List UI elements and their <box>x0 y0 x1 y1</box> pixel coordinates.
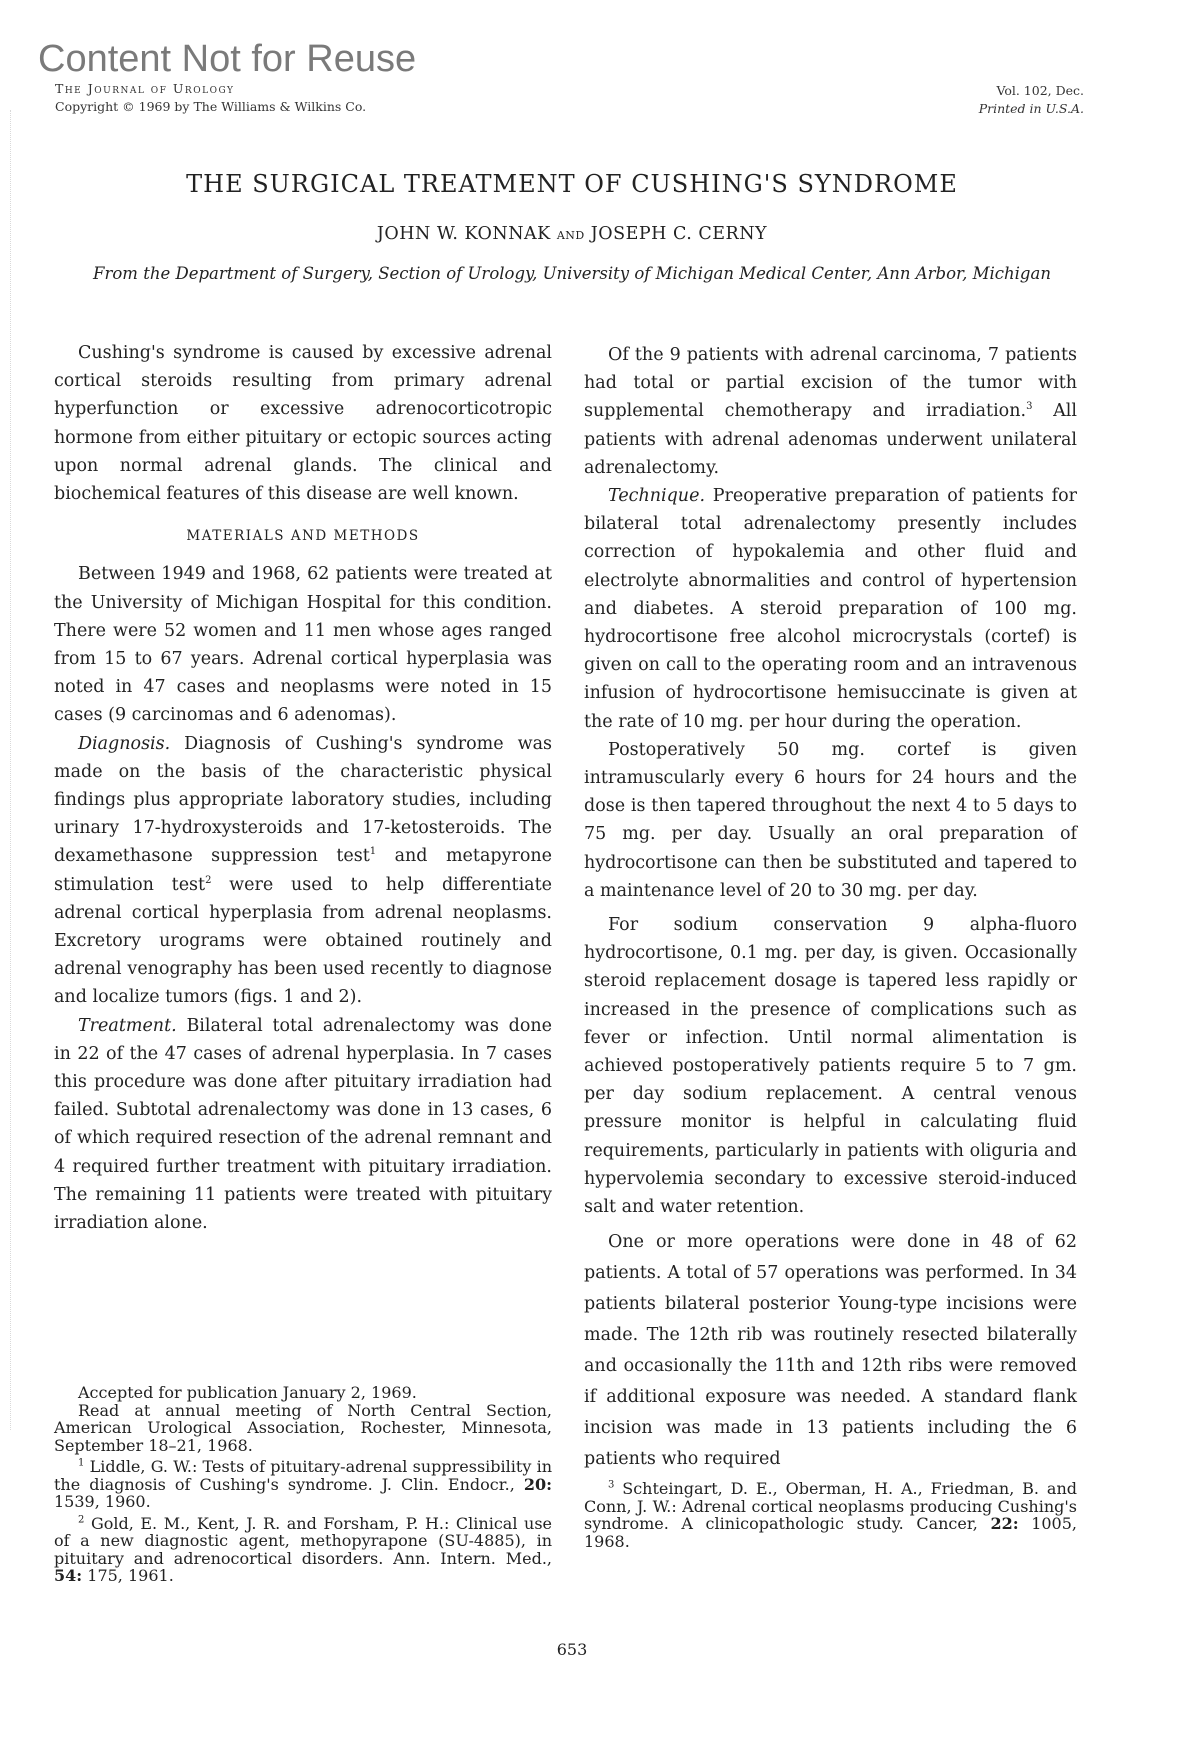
diagnosis-text-b: and metapyrone stimulation test <box>54 846 552 895</box>
technique-label: Technique. <box>608 486 706 507</box>
footnote-2-text-a: Gold, E. M., Kent, J. R. and Forsham, P. H.: Clinical use of a new diagnostic agent, methopyrapone (SU-4885), in pituitary and adrenocortical disorders. Ann. Intern. Med., <box>54 1513 552 1568</box>
diagnosis-label: Diagnosis. <box>78 733 171 754</box>
technique-paragraph <box>584 482 1077 736</box>
margin-scan-artifact <box>10 110 13 1430</box>
section-heading-materials-methods: MATERIALS AND METHODS <box>186 528 420 545</box>
carcinoma-text-b: All patients with adrenal adenomas underwent unilateral adrenalectomy. <box>584 401 1077 478</box>
footnote-3-marker: 3 <box>608 1479 615 1491</box>
carcinoma-text-a: Of the 9 patients with adrenal carcinoma, 7 patients had total or partial excision of the tumor with supplemental chemotherapy and irradiation. <box>584 345 1077 422</box>
footnote-3-volume: 22: <box>990 1514 1019 1533</box>
left-column <box>54 339 552 1237</box>
author-2: JOSEPH C. CERNY <box>590 224 768 244</box>
footnote-1-text-a: Liddle, G. W.: Tests of pituitary-adrenal suppressibility in the diagnosis of Cushing's syndrome. J. Clin. Endocr., <box>54 1457 552 1494</box>
footnote-2 <box>54 1515 552 1585</box>
operations-paragraph: One or more operations were done in 48 of 62 patients. A total of 57 operations was performed. In 34 patients bilateral posterior Young-type incisions were made. The 12th rib was routinely resected bilaterally and occasionally the 11th and 12th ribs were removed if additional exposure was needed. A standard flank incision was made in 13 patients including the 6 patients who required <box>584 1232 1077 1470</box>
treatment-text: Bilateral total adrenalectomy was done in 22 of the 47 cases of adrenal hyperplasia. In 7 cases this procedure was done after pituitary irradiation had failed. Subtotal adrenalectomy was done in 13 cases, 6 of which required resection of the adrenal remnant and 4 required further treatment with pituitary irradiation. The remaining 11 patients were treated with pituitary irradiation alone. <box>54 1015 552 1234</box>
running-header-right <box>979 82 1084 118</box>
right-footnotes <box>584 1480 1077 1550</box>
footnote-ref-3: 3 <box>1026 401 1033 413</box>
footnote-1-text-b: 1539, 1960. <box>54 1492 151 1511</box>
footnote-2-volume: 54: <box>54 1566 83 1585</box>
copyright-line: Copyright © 1969 by The Williams & Wilkins Co. <box>55 99 367 114</box>
diagnosis-text-a: Diagnosis of Cushing's syndrome was made on the basis of the characteristic physical findings plus appropriate laboratory studies, including urinary 17-hydroxysteroids and 17-ketosteroids. The dexamethasone suppression test <box>54 733 552 867</box>
treatment-label: Treatment. <box>78 1015 177 1036</box>
footnote-1 <box>54 1458 552 1511</box>
sodium-paragraph: For sodium conservation 9 alpha-fluoro hydrocortisone, 0.1 mg. per day, is given. Occasionally steroid replacement dosage is tapered less rapidly or increased in the presence of complications such as fever or infection. Until normal alimentation is achieved postoperatively patients require 5 to 7 gm. per day sodium replacement. A central venous pressure monitor is helpful in calculating fluid requirements, particularly in patients with oliguria and hypervolemia secondary to excessive steroid-induced salt and water retention. <box>584 915 1077 1218</box>
footnote-ref-1: 1 <box>369 846 377 858</box>
carcinoma-paragraph <box>584 341 1077 482</box>
footnote-3 <box>584 1480 1077 1550</box>
methods-paragraph: Between 1949 and 1968, 62 patients were treated at the University of Michigan Hospital for this condition. There were 52 women and 11 men whose ages ranged from 15 to 67 years. Adrenal cortical hyperplasia was noted in 47 cases and neoplasms were noted in 15 cases (9 carcinomas and 6 adenomas). <box>54 564 552 726</box>
diagnosis-paragraph <box>54 730 552 1012</box>
author-1: JOHN W. KONNAK <box>376 224 551 244</box>
postoperative-paragraph: Postoperatively 50 mg. cortef is given intramuscularly every 6 hours for 24 hours and the dose is then tapered throughout the next 4 to 5 days to 75 mg. per day. Usually an oral preparation of hydrocortisone can then be substituted and tapered to a maintenance level of 20 to 30 mg. per day. <box>584 739 1077 901</box>
right-column <box>584 341 1077 1475</box>
left-footnotes <box>54 1384 552 1585</box>
affiliation: From the Department of Surgery, Section of Urology, University of Michigan Medical Center, Ann Arbor, Michigan <box>93 264 1051 283</box>
footnote-2-text-b: 175, 1961. <box>82 1566 174 1585</box>
authors <box>0 224 1144 244</box>
footnote-ref-2: 2 <box>205 874 212 886</box>
technique-text: Preoperative preparation of patients for bilateral total adrenalectomy presently includes correction of hypokalemia and other fluid and electrolyte abnormalities and control of hypertension and diabetes. A steroid preparation of 100 mg. hydrocortisone free alcohol microcrystals (cortef) is given on call to the operating room and an intravenous infusion of hydrocortisone hemisuccinate is given at the rate of 10 mg. per hour during the operation. <box>584 486 1077 732</box>
footnote-read-at: Read at annual meeting of North Central Section, American Urological Association, Rochester, Minnesota, September 18–21, 1968. <box>54 1400 552 1455</box>
page-number: 653 <box>556 1640 588 1659</box>
printed-line: Printed in U.S.A. <box>978 101 1084 116</box>
footnote-accepted: Accepted for publication January 2, 1969. <box>78 1383 417 1402</box>
author-conjunction: and <box>556 225 585 243</box>
article-title: THE SURGICAL TREATMENT OF CUSHING'S SYNDROME <box>186 170 958 198</box>
footnote-3-text-a: Schteingart, D. E., Oberman, H. A., Friedman, B. and Conn, J. W.: Adrenal cortical neoplasms producing Cushing's syndrome. A clinicopathologic study. Cancer, <box>584 1479 1077 1533</box>
intro-paragraph: Cushing's syndrome is caused by excessive adrenal cortical steroids resulting from primary adrenal hyperfunction or excessive adrenocorticotropic hormone from either pituitary or ectopic sources acting upon normal adrenal glands. The clinical and biochemical features of this disease are well known. <box>54 343 552 505</box>
footnote-1-volume: 20: <box>523 1474 552 1494</box>
watermark: Content Not for Reuse <box>38 38 417 80</box>
footnote-2-marker: 2 <box>78 1514 85 1526</box>
treatment-paragraph <box>54 1012 552 1238</box>
running-header-left <box>55 80 366 116</box>
footnote-3-text-b: 1005, 1968. <box>584 1514 1078 1551</box>
footnote-1-marker: 1 <box>78 1457 85 1469</box>
volume-line: Vol. 102, Dec. <box>996 83 1084 98</box>
journal-name: The Journal of Urology <box>55 81 235 96</box>
diagnosis-text-c: were used to help differentiate adrenal cortical hyperplasia from adrenal neoplasms. Excretory urograms were obtained routinely and adrenal venography has been used recently to diagnose and localize tumors (figs. 1 and 2). <box>54 874 552 1008</box>
